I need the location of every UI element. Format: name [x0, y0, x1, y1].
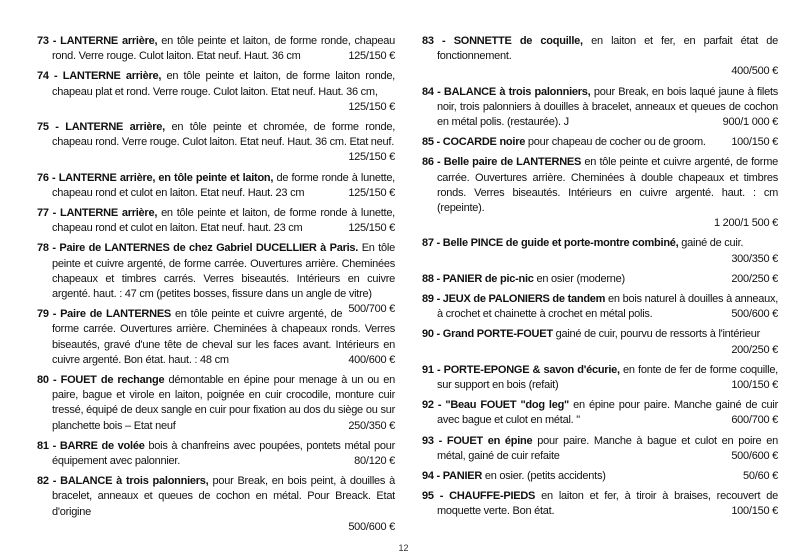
lot-estimate: 500/600 €: [731, 308, 778, 321]
lot-title: 94 - PANIER: [422, 470, 483, 483]
lot-title: 80 - FOUET de rechange: [37, 374, 165, 387]
lot-description: pour paire. Manche à bague et culot en poire en métal, gainé de cuir refaite: [437, 434, 778, 462]
lot-title: 86 - Belle paire de LANTERNES: [422, 156, 582, 169]
lot-title: 92 - "Beau FOUET "dog leg": [422, 399, 570, 412]
lot-estimate: 100/150 €: [731, 505, 778, 518]
lot-estimate: 500/600 €: [348, 520, 395, 533]
lot-entry: [37, 69, 395, 115]
lot-number: 73: [37, 35, 49, 47]
lot-description: en épine pour paire. Manche gainé de cuir avec bague et culot en métal. ": [437, 399, 779, 427]
lot-description: en fonte de fer de forme coquille, sur support en bois (refait): [437, 363, 778, 392]
lot-entry: [422, 34, 778, 80]
left-column: [37, 34, 395, 540]
lot-title: 79 - Paire de LANTERNES: [37, 308, 171, 321]
lot-title: 82 - BALANCE à trois palonniers,: [37, 475, 209, 488]
lot-number: 79: [37, 308, 49, 321]
lot-number: 94: [422, 470, 434, 483]
lot-estimate: 200/250 €: [731, 272, 778, 285]
lot-estimate: 80/120 €: [354, 455, 395, 468]
lot-entry: [422, 292, 778, 322]
lot-estimate: 400/500 €: [731, 65, 778, 78]
lot-heading: LANTERNE arrière,: [65, 121, 165, 134]
lot-estimate: 500/700 €: [348, 303, 395, 316]
lot-title: 78 - Paire de LANTERNES de chez Gabriel DUCELLIER à Paris.: [37, 242, 359, 255]
lot-number: 93: [422, 434, 434, 447]
lot-heading: "Beau FOUET "dog leg": [445, 399, 570, 412]
lot-number: 91: [422, 363, 434, 376]
lot-title: 93 - FOUET en épine: [422, 434, 533, 447]
lot-description: en tôle peinte et laiton, de forme ronde à lunette, chapeau rond et culot en laiton. Etat neuf. haut. 23 cm: [52, 207, 395, 235]
lot-title: 77 - LANTERNE arrière,: [37, 207, 158, 220]
lot-heading: JEUX de PALONIERS de tandem: [442, 293, 606, 306]
lot-estimate: 50/60 €: [743, 470, 778, 483]
lot-estimate: 600/700 €: [731, 414, 778, 427]
lot-number: 95: [422, 490, 434, 503]
lot-estimate: 1 200/1 500 €: [713, 217, 778, 230]
lot-estimate: 900/1 000 €: [722, 116, 778, 129]
lot-heading: Belle paire de LANTERNES: [443, 156, 582, 169]
lot-heading: COCARDE noire: [442, 136, 526, 149]
lot-heading: Paire de LANTERNES de chez Gabriel DUCELLIER à Paris.: [59, 242, 359, 255]
lot-heading: LANTERNE arrière, en tôle peinte et laiton,: [58, 171, 274, 184]
lot-number: 82: [37, 475, 49, 488]
lot-estimate: 300/350 €: [731, 252, 778, 265]
lot-number: 89: [422, 293, 434, 306]
lot-description: démontable en épine pour menage à un ou en paire, bague et virole en laiton, poignée en cuir crocodile, monture cuir tressé, équipé de deux sangle en cuir pour fixation au dos du siège ou sur planchette bois – Etat neuf: [52, 374, 396, 432]
lot-heading: CHAUFFE-PIEDS: [449, 490, 536, 503]
lot-description: gainé de cuir.: [681, 237, 744, 250]
lot-heading: LANTERNE arrière,: [60, 35, 158, 47]
lot-description: pour Break, en bois laqué jaune à filets noir, trois palonniers à douilles à bracelet, anneaux et queues de cochon en métal polis. (restaurée). J: [437, 85, 779, 129]
lot-entry: [37, 307, 395, 368]
lot-description: pour chapeau de cocher ou de groom.: [527, 136, 706, 149]
lot-title: 81 - BARRE de volée: [37, 439, 145, 452]
lot-description: de forme ronde à lunette, chapeau rond et culot en laiton. Etat neuf. Haut. 23 cm: [52, 171, 395, 199]
lot-entry: [422, 327, 778, 357]
lot-description: en laiton et fer, à tiroir à braises, recouvert de moquette verte. Bon état.: [437, 490, 778, 518]
lot-title: 90 - Grand PORTE-FOUET: [422, 328, 553, 341]
lot-description: en tôle peinte et cuivre argenté, de forme carrée. Ouvertures arrière. Cheminées à chapeaux ronds. Verres biseautés, gravé d'une tête de cheval sur les faces avant. Intérieurs en cuivre argenté. Bon état. haut. : 48 cm: [52, 308, 395, 366]
lot-number: 92: [422, 399, 434, 412]
lot-description: pour Break, en bois peint, à douilles à bracelet, anneaux et queues de cochon en métal. Pour Breack. Etat d'origine: [52, 475, 396, 518]
lot-entry: [37, 474, 395, 535]
lot-description: en tôle peinte et chromée, de forme ronde, chapeau rond. Verre rouge. Culot laiton. Etat neuf. Haut. 36 cm. Etat neuf.: [52, 121, 396, 149]
lot-estimate: 125/150 €: [348, 50, 395, 63]
lot-heading: SONNETTE de coquille,: [453, 35, 583, 47]
lot-title: 89 - JEUX de PALONIERS de tandem: [422, 293, 606, 306]
lot-heading: Paire de LANTERNES: [60, 308, 171, 321]
lot-heading: PANIER de pic-nic: [442, 272, 534, 285]
page-number: 12: [398, 543, 409, 553]
lot-title: 91 - PORTE-EPONGE & savon d'écurie,: [422, 363, 620, 376]
lot-estimate: 250/350 €: [348, 419, 395, 432]
lot-title: 76 - LANTERNE arrière, en tôle peinte et laiton,: [37, 171, 274, 184]
lot-number: 77: [37, 207, 49, 220]
lot-estimate: 125/150 €: [348, 151, 395, 164]
lot-heading: Grand PORTE-FOUET: [442, 328, 553, 341]
lot-description: gainé de cuir, pourvu de ressorts à l'intérieur: [555, 328, 760, 341]
lot-heading: LANTERNE arrière,: [60, 207, 158, 220]
lot-description: en tôle peinte et cuivre argenté, de forme carrée. Ouvertures arrière. Cheminées à double chapeaux et timbres ronds. Verres biseautés. Intérieurs en cuivre argenté. haut. : cm (repeinte).: [437, 156, 778, 215]
lot-entry: [422, 363, 778, 393]
lot-entry: [422, 155, 778, 231]
lot-heading: FOUET en épine: [446, 434, 533, 447]
lot-heading: PANIER: [442, 470, 483, 483]
lot-entry: [37, 439, 395, 469]
lot-entry: [37, 120, 395, 166]
lot-number: 76: [37, 171, 49, 184]
lot-title: 75 - LANTERNE arrière,: [37, 121, 165, 134]
lot-entry: [422, 272, 778, 287]
lot-title: 83 - SONNETTE de coquille,: [422, 35, 583, 47]
lot-heading: BALANCE à trois palonniers,: [60, 475, 209, 488]
lot-title: 84 - BALANCE à trois palonniers,: [422, 85, 591, 98]
lot-title: 74 - LANTERNE arrière,: [37, 70, 162, 83]
lot-entry: [37, 171, 395, 201]
lot-description: en laiton et fer, en parfait état de fonctionnement.: [437, 35, 779, 63]
lot-entry: [422, 469, 778, 484]
lot-title: 85 - COCARDE noire: [422, 136, 526, 149]
right-column: [422, 34, 778, 525]
lot-entry: [37, 206, 395, 236]
lot-entry: [37, 34, 395, 64]
lot-number: 83: [422, 35, 434, 47]
lot-heading: PORTE-EPONGE & savon d'écurie,: [443, 363, 620, 376]
lot-heading: BALANCE à trois palonniers,: [443, 85, 591, 98]
lot-number: 74: [37, 70, 49, 83]
lot-description: en bois naturel à douilles à anneaux, à crochet et chainette à crochet en métal polis.: [437, 293, 779, 321]
lot-estimate: 500/600 €: [731, 449, 778, 462]
lot-estimate: 125/150 €: [348, 222, 395, 235]
lot-entry: [422, 398, 778, 428]
lot-number: 90: [422, 328, 434, 341]
lot-entry: [422, 489, 778, 519]
lot-number: 87: [422, 237, 434, 250]
lot-number: 85: [422, 136, 434, 149]
lot-number: 88: [422, 272, 434, 285]
lot-heading: LANTERNE arrière,: [62, 70, 162, 83]
lot-number: 80: [37, 374, 49, 387]
lot-number: 86: [422, 156, 434, 169]
lot-estimate: 125/150 €: [348, 186, 395, 199]
lot-title: 73 - LANTERNE arrière,: [37, 35, 158, 47]
lot-title: 95 - CHAUFFE-PIEDS: [422, 490, 536, 503]
lot-estimate: 125/150 €: [348, 100, 395, 113]
lot-estimate: 100/150 €: [731, 379, 778, 392]
lot-number: 81: [37, 439, 49, 452]
lot-heading: FOUET de rechange: [60, 374, 165, 387]
lot-description: en osier (moderne): [536, 272, 625, 285]
lot-title: 87 - Belle PINCE de guide et porte-montre combiné,: [422, 237, 679, 250]
lot-estimate: 400/600 €: [348, 353, 395, 366]
lot-description: en tôle peinte et laiton, de forme ronde, chapeau rond. Verre rouge. Culot laiton. Etat neuf. Haut. 36 cm: [52, 35, 395, 63]
lot-number: 84: [422, 85, 434, 98]
lot-estimate: 100/150 €: [731, 136, 778, 149]
lot-heading: Belle PINCE de guide et porte-montre combiné,: [442, 237, 679, 250]
lot-description: bois à chanfreins avec poupées, pontets métal pour équipement avec palonnier.: [52, 439, 395, 468]
lot-heading: BARRE de volée: [59, 439, 145, 452]
lot-estimate: 200/250 €: [731, 343, 778, 356]
lot-number: 78: [37, 242, 49, 255]
lot-entry: [37, 373, 395, 434]
lot-entry: [422, 236, 778, 266]
lot-entry: [422, 135, 778, 150]
lot-number: 75: [37, 121, 49, 134]
lot-description: En tôle peinte et cuivre argenté, de forme carrée. Ouvertures arrière. Cheminées chapeaux et timbres carrés. Verres biseautés. Intérieurs en cuivre argenté. haut. : 47 cm (petites bosses, fissure dans un angle de vitre): [52, 242, 395, 301]
lot-description: en tôle peinte et laiton, de forme laiton ronde, chapeau plat et rond. Verre rouge. Culot laiton. Etat neuf. Haut. 36 cm,: [52, 70, 395, 98]
lot-title: 88 - PANIER de pic-nic: [422, 272, 534, 285]
lot-entry: [422, 85, 778, 131]
lot-entry: [422, 434, 778, 464]
lot-description: en osier. (petits accidents): [484, 470, 606, 483]
